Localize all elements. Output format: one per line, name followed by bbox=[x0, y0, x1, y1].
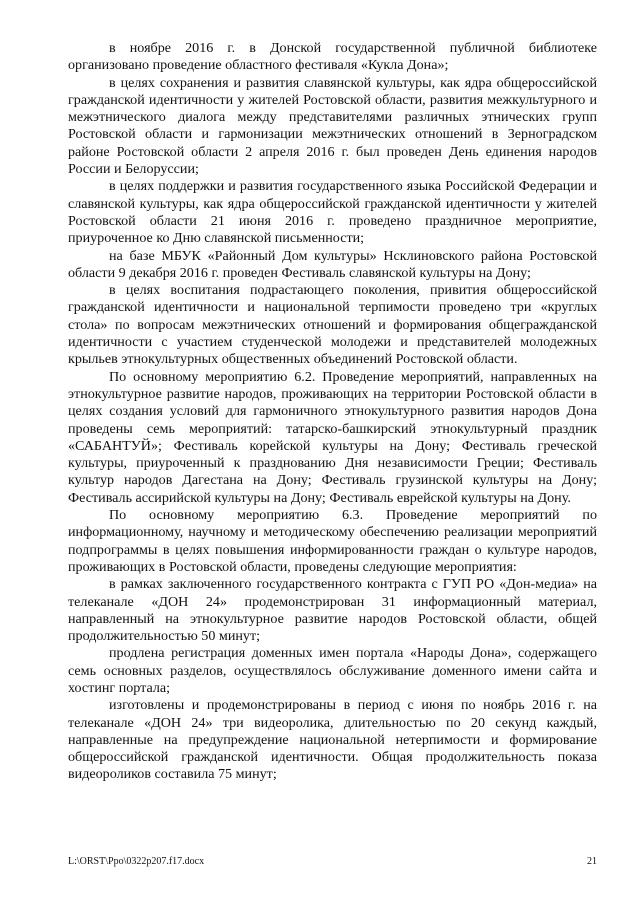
paragraph: в целях воспитания подрастающего поколения, привития общероссийской гражданской идентичности и национальной терпимости проведено три «круглых стола» по вопросам межэтнических отношений и формирования общегражданской идентичности с участием студенческой молодежи и представителей молодежных крыльев этнокультурных общественных объединений Ростовской области. bbox=[68, 282, 597, 368]
file-path: L:\ORST\Ppo\0322p207.f17.docx bbox=[68, 856, 205, 867]
paragraph: в целях сохранения и развития славянской культуры, как ядра общероссийской гражданской идентичности у жителей Ростовской области, развития межкультурного и межэтнического диалога между представителями различных этнических групп Ростовской области и гармонизации межэтнических отношений в Зерноградском районе Ростовской области 2 апреля 2016 г. был проведен День единения народов России и Белоруссии; bbox=[68, 74, 597, 178]
paragraph: По основному мероприятию 6.2. Проведение мероприятий, направленных на этнокультурное развитие народов, проживающих на территории Ростовской области в целях создания условий для гармоничного этнокультурного развития народов Дона проведены семь мероприятий: татарско-башкирский этнокультурный праздник «САБАНТУЙ»; Фестиваль корейской культуры на Дону; Фестиваль греческой культуры, приуроченный к празднованию Дня независимости Греции; Фестиваль культур народов Дагестана на Дону; Фестиваль грузинской культуры на Дону; Фестиваль ассирийской культуры на Дону; Фестиваль еврейской культуры на Дону. bbox=[68, 368, 597, 506]
paragraph: продлена регистрация доменных имен портала «Народы Дона», содержащего семь основных разделов, осуществлялось обслуживание доменного имени сайта и хостинг портала; bbox=[68, 645, 597, 696]
paragraph: в ноябре 2016 г. в Донской государственной публичной библиотеке организовано проведение областного фестиваля «Кукла Дона»; bbox=[68, 40, 597, 74]
paragraph: на базе МБУК «Районный Дом культуры» Нсклиновского района Ростовской области 9 декабря 2016 г. проведен Фестиваль славянской культуры на Дону; bbox=[68, 247, 597, 281]
paragraph: в рамках заключенного государственного контракта с ГУП РО «Дон-медиа» на телеканале «ДОН 24» продемонстрирован 31 информационный материал, направленный на этнокультурное развитие народов Ростовской области, общей продолжительностью 50 минут; bbox=[68, 576, 597, 645]
paragraph: в целях поддержки и развития государственного языка Российской Федерации и славянской культуры, как ядра общероссийской гражданской идентичности у жителей Ростовской области 21 июня 2016 г. проведено праздничное мероприятие, приуроченное ко Дню славянской письменности; bbox=[68, 178, 597, 247]
paragraph: По основному мероприятию 6.3. Проведение мероприятий по информационному, научному и методическому обеспечению реализации мероприятий подпрограммы в целях повышения информированности граждан о культуре народов, проживающих в Ростовской области, проведены следующие мероприятия: bbox=[68, 507, 597, 575]
page-number: 21 bbox=[587, 856, 597, 867]
document-body bbox=[68, 40, 597, 784]
paragraph: изготовлены и продемонстрированы в период с июня по ноябрь 2016 г. на телеканале «ДОН 24» три видеоролика, длительностью по 20 секунд каждый, направленные на предупреждение национальной нетерпимости и формирование общероссийской гражданской идентичности. Общая продолжительность показа видеороликов составила 75 минут; bbox=[68, 697, 597, 783]
